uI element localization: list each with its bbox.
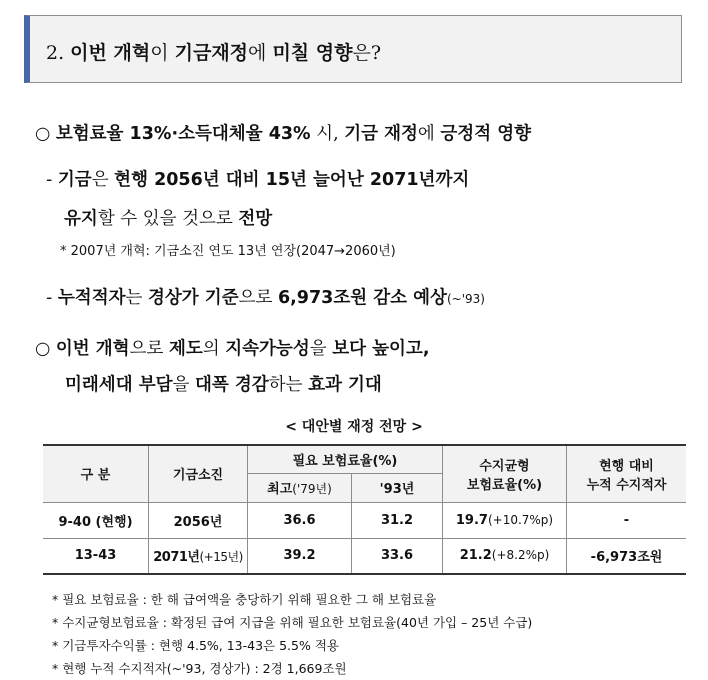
row-name: 13-43	[43, 538, 149, 574]
text-small: (~'93)	[446, 292, 485, 306]
sub-point-1-line-1	[46, 166, 469, 191]
section-title	[46, 38, 381, 65]
text-bold: 제도	[168, 339, 203, 359]
footnote: * 현행 누적 수지적자(~'93, 경상가) : 2경 1,669조원	[52, 661, 347, 676]
table-row	[43, 538, 686, 574]
title-part: 기금재정	[174, 42, 249, 64]
cell-value: 19.7	[455, 512, 488, 528]
text-bold: 대폭 경감	[195, 375, 269, 395]
text-bold: 경상가 기준	[147, 288, 239, 308]
text: 으로	[238, 288, 278, 308]
header-max-label: 최고	[267, 482, 293, 497]
text: 시,	[310, 124, 345, 144]
title-part: 미칠 영향	[272, 42, 353, 64]
row-balance	[443, 538, 567, 574]
text: 으로	[129, 339, 169, 359]
header-cumulative-deficit	[567, 445, 687, 502]
row-1993: 31.2	[352, 502, 443, 538]
fiscal-outlook-table	[43, 444, 686, 575]
text: 는	[125, 288, 148, 308]
circle-bullet: ○	[35, 124, 56, 144]
table-row	[43, 502, 686, 538]
footnote: * 기금투자수익률 : 현행 4.5%, 13-43은 5.5% 적용	[52, 638, 339, 653]
header-line: 누적 수지적자	[586, 477, 667, 493]
row-exhaustion	[149, 538, 248, 574]
text-bold: 보험료율 13%·소득대체율 43%	[55, 124, 311, 144]
header-1993: '93년	[352, 473, 443, 502]
row-exhaustion	[149, 502, 248, 538]
row-max: 39.2	[248, 538, 352, 574]
title-part: 에	[248, 42, 273, 64]
text-bold: 전망	[238, 209, 273, 229]
table-caption: < 대안별 재정 전망 >	[285, 419, 423, 435]
header-required-rate: 필요 보험료율(%)	[248, 445, 443, 473]
cell-value: 2056년	[173, 514, 223, 530]
header-line: 현행 대비	[599, 458, 654, 474]
cell-value: 2071년	[153, 550, 200, 566]
text-bold: 6,973조원 감소 예상	[277, 288, 447, 308]
dash-bullet: -	[46, 288, 58, 308]
text-bold: 효과 기대	[308, 375, 382, 395]
text-bold: 까지	[435, 170, 470, 190]
cell-sub: (+15년)	[199, 550, 243, 565]
text: 할 수 있을 것으로	[97, 209, 239, 229]
sub-point-1-line-2	[64, 205, 272, 230]
header-balance-rate	[443, 445, 567, 502]
title-part: 은?	[352, 42, 382, 64]
row-deficit: -	[567, 502, 687, 538]
text: 에	[417, 124, 441, 144]
footnote: * 수지균형보험료율 : 확정된 급여 지급을 위해 필요한 보험료율(40년 가입 – 25년 수급)	[52, 615, 533, 630]
title-part: 이번 개혁	[70, 42, 151, 64]
text-bold: 보다 높이고,	[332, 339, 430, 359]
header-gubun: 구 분	[43, 445, 149, 502]
row-deficit: -6,973조원	[567, 538, 687, 574]
row-1993: 33.6	[352, 538, 443, 574]
cell-value: 21.2	[459, 548, 492, 564]
text: 하는	[268, 375, 309, 395]
section-title-box	[24, 15, 682, 83]
text-bold: 기금 재정	[344, 124, 418, 144]
header-line: 수지균형	[479, 458, 530, 474]
text-bold: 이번 개혁	[55, 339, 130, 359]
circle-bullet: ○	[35, 339, 56, 359]
title-part: 이	[150, 42, 175, 64]
text-bold: 미래세대 부담	[65, 375, 173, 395]
bullet-point-2-line-2	[65, 371, 382, 396]
sub-point-2	[46, 284, 485, 309]
text-bold: 누적적자	[57, 288, 126, 308]
row-balance	[443, 502, 567, 538]
dash-bullet: -	[46, 170, 58, 190]
bullet-point-1	[35, 120, 531, 145]
text: 을	[309, 339, 333, 359]
bullet-point-2-line-1	[35, 335, 429, 360]
title-number: 2.	[46, 42, 71, 64]
text: 은	[91, 170, 115, 190]
text-bold: 현행 2056년 대비 15년 늘어난 2071년	[114, 170, 436, 190]
header-fund-exhaustion: 기금소진	[149, 445, 248, 502]
cell-sub: (+8.2%p)	[491, 548, 550, 563]
header-max	[248, 473, 352, 502]
header-max-year: ('79년)	[292, 482, 332, 496]
header-line: 보험료율(%)	[466, 477, 543, 493]
footnote: * 필요 보험료율 : 한 해 급여액을 충당하기 위해 필요한 그 해 보험료율	[52, 592, 437, 607]
text-bold: 유지	[64, 209, 98, 229]
text-bold: 기금	[57, 170, 92, 190]
row-name: 9-40 (현행)	[43, 502, 149, 538]
note-2007-reform: * 2007년 개혁: 기금소진 연도 13년 연장(2047→2060년)	[60, 244, 396, 259]
text-bold: 긍정적 영향	[440, 124, 532, 144]
text: 의	[202, 339, 226, 359]
text: 을	[172, 375, 195, 395]
row-max: 36.6	[248, 502, 352, 538]
text-bold: 지속가능성	[225, 339, 310, 359]
cell-sub: (+10.7%p)	[487, 512, 554, 527]
